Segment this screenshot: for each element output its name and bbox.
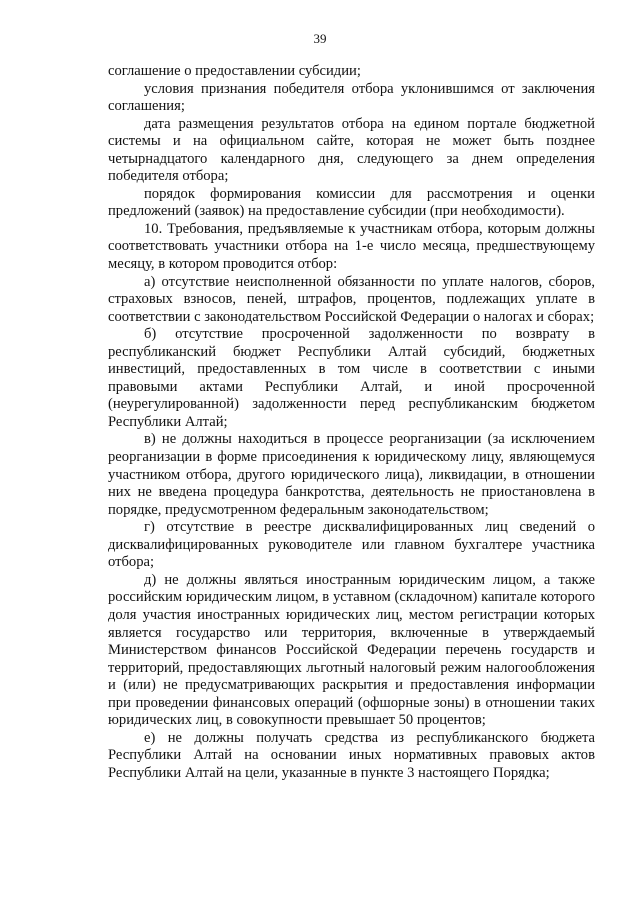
paragraph: 10. Требования, предъявляемые к участникам отбора, которым должны соответствовать участники отбора на 1-е число месяца, предшествующему месяцу, в котором проводится отбор: xyxy=(108,220,595,273)
paragraph: соглашение о предоставлении субсидии; xyxy=(108,63,361,79)
paragraph: е) не должны получать средства из республиканского бюджета Республики Алтай на основании иных нормативных правовых актов Республики Алтай на цели, указанные в пункте 3 настоящего Порядка; xyxy=(108,729,595,781)
paragraph: д) не должны являться иностранным юридическим лицом, а также российским юридическим лицом, в уставном (складочном) капитале которого доля участия иностранных юридических лиц, местом регистрации которых является государство или территория, включенные в утверждаемый Министерством финансов Российской Федерации перечень государств и территорий, предоставляющих льготный налоговый режим налогообложения и (или) не предусматривающих раскрытия и предоставления информации при проведении финансовых операций (офшорные зоны) в отношении таких юридических лиц, в совокупности превышает 50 процентов; xyxy=(108,571,595,729)
paragraph: г) отсутствие в реестре дисквалифицированных лиц сведений о дисквалифицированных руководителе или главном бухгалтере участника отбора; xyxy=(108,519,595,571)
paragraph: в) не должны находиться в процессе реорганизации (за исключением реорганизации в форме присоединения к юридическому лицу, являющемуся участником отбора, другого юридического лица), ликвидации, в отношении них не введена процедура банкротства, деятельность не приостановлена в порядке, предусмотренном федеральным законодательством; xyxy=(108,431,595,518)
paragraph: а) отсутствие неисполненной обязанности по уплате налогов, сборов, страховых взносов, пеней, штрафов, процентов, подлежащих уплате в соответствии с законодательством Российской Федерации о налогах и сборах; xyxy=(108,273,595,325)
paragraph: порядок формирования комиссии для рассмотрения и оценки предложений (заявок) на предоставление субсидии (при необходимости). xyxy=(108,185,595,220)
page-number: 39 xyxy=(313,31,327,46)
paragraph: дата размещения результатов отбора на едином портале бюджетной системы и на официальном сайте, которая не может быть позднее четырнадцатого календарного дня, следующего за днем определения победителя отбора; xyxy=(108,115,595,185)
paragraph: условия признания победителя отбора уклонившимся от заключения соглашения; xyxy=(108,80,595,115)
paragraph: б) отсутствие просроченной задолженности по возврату в республиканский бюджет Республики Алтай субсидий, бюджетных инвестиций, предоставленных в том числе в соответствии с иными правовыми актами Республики Алтай, и иной просроченной (неурегулированной) задолженности перед республиканским бюджетом Республики Алтай; xyxy=(108,326,595,430)
document-body xyxy=(108,63,595,782)
